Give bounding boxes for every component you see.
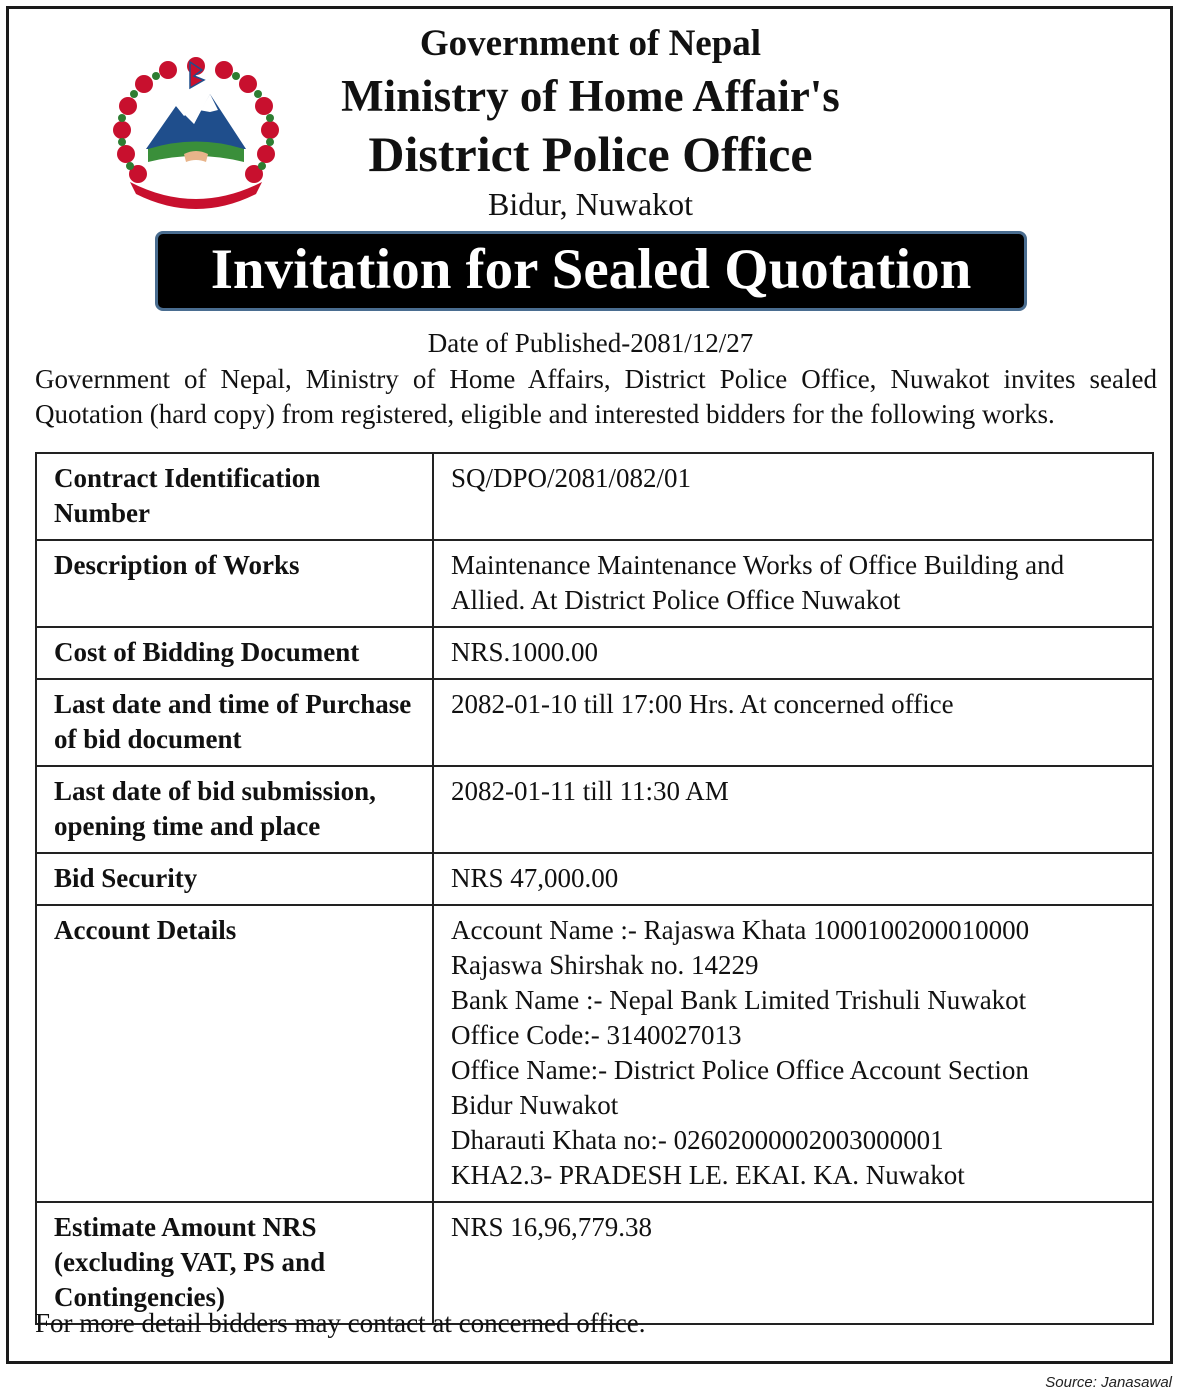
- table-row: [36, 679, 1153, 766]
- row-value: NRS.1000.00: [433, 627, 1153, 679]
- office-heading: District Police Office: [368, 126, 813, 182]
- account-detail-line: Dharauti Khata no:- 02602000002003000001: [451, 1125, 944, 1155]
- letterhead: [0, 22, 1181, 224]
- table-row: [36, 853, 1153, 905]
- row-value: 2082-01-11 till 11:30 AM: [433, 766, 1153, 853]
- table-row: [36, 627, 1153, 679]
- notice-title-banner: Invitation for Sealed Quotation: [155, 231, 1027, 311]
- published-date: Date of Published-2081/12/27: [427, 328, 754, 358]
- footer-note: For more detail bidders may contact at concerned office.: [35, 1308, 646, 1338]
- intro-paragraph: [35, 362, 1157, 432]
- table-row: [36, 766, 1153, 853]
- table-row: [36, 453, 1153, 540]
- row-value: [433, 905, 1153, 1202]
- source-credit: Source: Janasawal: [1045, 1374, 1172, 1391]
- quotation-details-table: [35, 452, 1154, 1325]
- row-label: Contract Identification Number: [36, 453, 433, 540]
- row-value: NRS 16,96,779.38: [433, 1202, 1153, 1324]
- row-label: Description of Works: [36, 540, 433, 627]
- row-label: Last date and time of Purchase of bid document: [36, 679, 433, 766]
- account-detail-line: Rajaswa Shirshak no. 14229: [451, 950, 759, 980]
- row-label: Last date of bid submission, opening time and place: [36, 766, 433, 853]
- table-row: [36, 905, 1153, 1202]
- row-label: Account Details: [36, 905, 433, 1202]
- row-value: Maintenance Maintenance Works of Office Building and Allied. At District Police Office Nuwakot: [433, 540, 1153, 627]
- row-label: Estimate Amount NRS (excluding VAT, PS and Contingencies): [36, 1202, 433, 1324]
- row-value: 2082-01-10 till 17:00 Hrs. At concerned office: [433, 679, 1153, 766]
- account-detail-line: Account Name :- Rajaswa Khata 1000100200010000: [451, 915, 1030, 945]
- row-value: SQ/DPO/2081/082/01: [433, 453, 1153, 540]
- account-detail-line: KHA2.3- PRADESH LE. EKAI. KA. Nuwakot: [451, 1160, 965, 1190]
- account-detail-line: Bidur Nuwakot: [451, 1090, 619, 1120]
- row-label: Bid Security: [36, 853, 433, 905]
- table-row: [36, 540, 1153, 627]
- ministry-heading: Ministry of Home Affair's: [341, 71, 840, 121]
- intro-text: Government of Nepal, Ministry of Home Affairs, District Police Office, Nuwakot invites sealed Quotation (hard copy) from registered, eligible and interested bidders for the following works.: [35, 364, 1157, 429]
- government-heading: Government of Nepal: [419, 23, 762, 64]
- account-detail-line: Office Code:- 3140027013: [451, 1020, 742, 1050]
- row-value: NRS 47,000.00: [433, 853, 1153, 905]
- location-heading: Bidur, Nuwakot: [488, 186, 693, 222]
- account-detail-line: Office Name:- District Police Office Account Section: [451, 1055, 1029, 1085]
- account-detail-line: Bank Name :- Nepal Bank Limited Trishuli Nuwakot: [451, 985, 1027, 1015]
- row-label: Cost of Bidding Document: [36, 627, 433, 679]
